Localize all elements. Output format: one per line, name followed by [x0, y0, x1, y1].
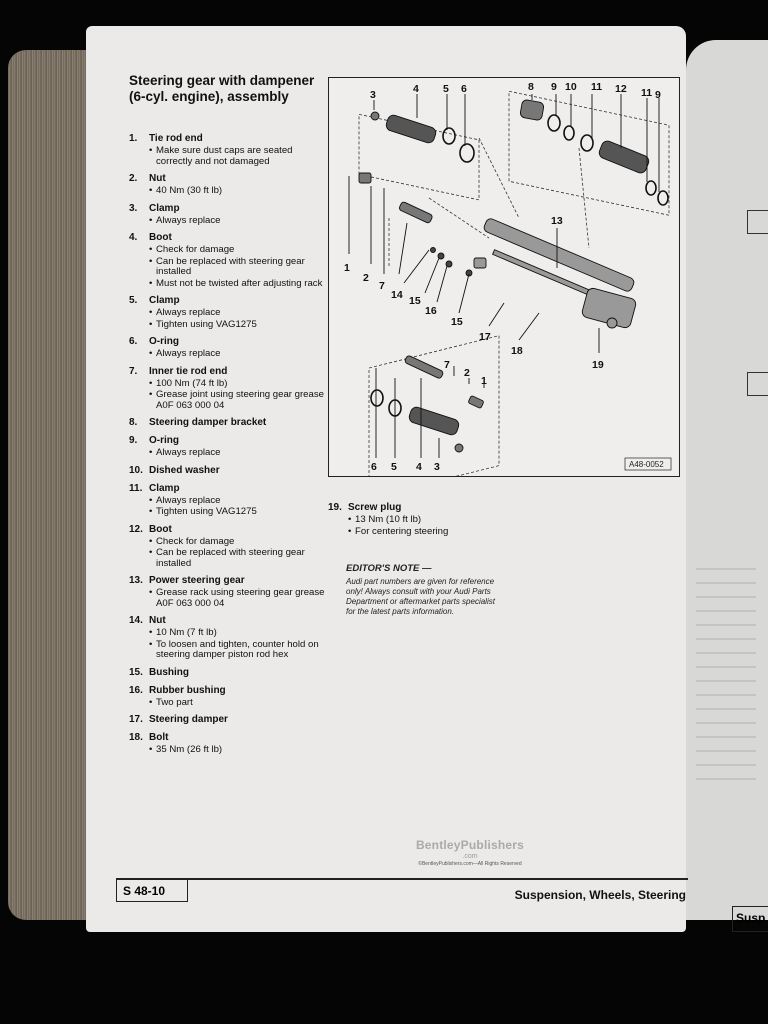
bullet-icon: •	[149, 506, 153, 517]
part-note-text: For centering steering	[355, 525, 449, 537]
bullet-icon: •	[149, 307, 153, 318]
next-page-tab	[747, 372, 768, 396]
part-note-text: 35 Nm (26 ft lb)	[156, 744, 223, 755]
callout-16: 16	[425, 305, 437, 317]
part-number: 2.	[129, 173, 138, 184]
part-name: Boot	[149, 232, 172, 243]
part-heading	[129, 173, 329, 185]
part-name: Tie rod end	[149, 133, 203, 144]
part-notes	[129, 698, 329, 709]
part-heading	[129, 667, 329, 679]
part-note	[149, 745, 329, 756]
part-note-text: Tighten using VAG1275	[156, 506, 257, 517]
bullet-icon: •	[348, 525, 352, 537]
part-note	[149, 349, 329, 360]
part-name: Boot	[149, 523, 172, 535]
part-note	[149, 216, 329, 227]
callout-5b: 5	[391, 461, 397, 473]
part-note-text: Can be replaced with steering gear installed	[156, 547, 305, 569]
part-name: O-ring	[149, 435, 179, 446]
part-note-text: Grease rack using steering gear grease A0F 063 000 04	[156, 587, 325, 609]
bullet-icon: •	[149, 638, 153, 650]
callout-11: 11	[591, 81, 603, 93]
part-notes	[129, 628, 329, 661]
part-note-text: Always replace	[156, 348, 221, 359]
callout-2: 2	[363, 272, 369, 284]
parts-list	[129, 133, 329, 762]
bullet-icon: •	[149, 494, 153, 506]
callout-8: 8	[528, 81, 534, 93]
part-name: O-ring	[149, 336, 179, 347]
callout-19: 19	[592, 359, 604, 371]
part-heading	[129, 232, 329, 244]
part-name: Clamp	[149, 202, 180, 214]
diagram-reference: A48-0052	[629, 460, 664, 469]
bullet-icon: •	[149, 535, 153, 547]
part-name: Nut	[149, 615, 166, 626]
callout-4b: 4	[416, 461, 422, 473]
part-heading	[129, 714, 329, 726]
part-note-text: Check for damage	[156, 244, 235, 255]
part-number: 19.	[328, 502, 342, 513]
part-name: Clamp	[149, 295, 180, 306]
part-number: 10.	[129, 464, 143, 476]
part-notes	[129, 588, 329, 609]
part-notes	[129, 146, 329, 167]
part-item	[129, 295, 329, 330]
publisher-watermark	[395, 838, 545, 867]
part-name: Inner tie rod end	[149, 365, 228, 377]
part-name: Steering damper bracket	[149, 417, 267, 428]
part-note-text: Always replace	[156, 494, 221, 506]
part-notes	[129, 245, 329, 289]
part-note	[149, 698, 329, 709]
bullet-icon: •	[149, 587, 153, 598]
bullet-icon: •	[149, 447, 153, 458]
callout-2b: 2	[464, 367, 470, 379]
callout-15b: 15	[451, 316, 463, 328]
boot-right	[597, 139, 650, 174]
page-title: Steering gear with dampener (6-cyl. engine), assembly	[129, 73, 315, 104]
part-heading	[129, 483, 329, 495]
part-item	[129, 366, 329, 412]
part-note	[149, 379, 329, 390]
part-note	[149, 390, 329, 411]
part-notes	[129, 537, 329, 570]
part-note	[149, 628, 329, 639]
watermark-main: BentleyPublishers	[415, 838, 525, 852]
part-number: 17.	[129, 714, 143, 725]
part-note	[149, 245, 329, 256]
part-note-text: 13 Nm (10 ft lb)	[355, 514, 422, 525]
part-notes	[129, 186, 329, 197]
part-notes	[129, 448, 329, 459]
part-name: Power steering gear	[149, 575, 245, 586]
part-name: Steering damper	[149, 714, 228, 725]
bullet-icon: •	[149, 318, 153, 330]
part-number: 18.	[129, 732, 143, 743]
callout-10: 10	[565, 81, 577, 93]
part-item	[129, 714, 329, 726]
page-number: S 48-10	[116, 880, 188, 902]
callout-12: 12	[615, 83, 627, 95]
part-heading	[129, 524, 329, 536]
callout-9b: 9	[655, 89, 661, 101]
bullet-icon: •	[149, 255, 153, 267]
part-number: 14.	[129, 615, 143, 626]
part-heading	[129, 295, 329, 307]
part-note	[348, 515, 528, 526]
watermark-copyright: ©BentleyPublishers.com—All Rights Reserved	[418, 861, 522, 867]
part-note-text: Make sure dust caps are seated correctly and not damaged	[156, 145, 293, 167]
part-number: 9.	[129, 435, 138, 446]
bullet-icon: •	[149, 696, 153, 708]
part-note	[149, 548, 329, 569]
callout-3: 3	[370, 89, 376, 101]
part-heading	[129, 336, 329, 348]
part-notes	[129, 308, 329, 330]
part-notes	[129, 349, 329, 360]
part-item	[129, 336, 329, 360]
next-page	[686, 40, 768, 925]
callout-18: 18	[511, 345, 523, 357]
part-number: 11.	[129, 482, 143, 494]
callout-14: 14	[391, 289, 403, 301]
section-name: Suspension, Wheels, Steering	[514, 888, 686, 902]
callout-5: 5	[443, 83, 449, 95]
boot-left-top	[385, 114, 437, 145]
part-item	[129, 483, 329, 518]
part-notes	[129, 216, 329, 227]
part-note	[149, 640, 329, 661]
editors-note	[346, 563, 496, 617]
boot-left-bottom	[408, 406, 460, 437]
callout-1: 1	[344, 262, 350, 274]
callout-1b: 1	[481, 375, 487, 387]
part-note-text: Must not be twisted after adjusting rack	[156, 277, 323, 289]
bullet-icon: •	[149, 244, 153, 255]
part-item	[129, 667, 329, 679]
part-item	[129, 435, 329, 459]
next-page-tab	[747, 210, 768, 234]
part-item	[129, 732, 329, 756]
bleed-through-text	[696, 560, 756, 780]
part-note-text: Two part	[156, 696, 193, 708]
bullet-icon: •	[149, 744, 153, 755]
part-item	[129, 465, 329, 477]
part-name: Screw plug	[348, 502, 402, 513]
part-name: Dished washer	[149, 464, 220, 476]
part-heading	[129, 575, 329, 587]
callout-7b: 7	[444, 359, 450, 371]
part-number: 13.	[129, 575, 143, 586]
part-note-text: 10 Nm (7 ft lb)	[156, 627, 217, 638]
part-note	[149, 257, 329, 278]
part-number: 12.	[129, 523, 143, 535]
part-note	[149, 448, 329, 459]
part-note	[149, 588, 329, 609]
callout-4: 4	[413, 83, 419, 95]
part-item	[129, 417, 329, 429]
bullet-icon: •	[149, 389, 153, 400]
part-number: 15.	[129, 666, 143, 678]
part-note	[149, 308, 329, 319]
bullet-icon: •	[149, 277, 153, 289]
bullet-icon: •	[149, 377, 153, 389]
bullet-icon: •	[149, 627, 153, 638]
callout-15: 15	[409, 295, 421, 307]
callout-9: 9	[551, 81, 557, 93]
part-note-text: Always replace	[156, 214, 221, 226]
part-number: 8.	[129, 417, 138, 428]
part-heading	[129, 133, 329, 145]
part-note-text: 100 Nm (74 ft lb)	[156, 377, 228, 389]
page-footer	[116, 878, 688, 910]
part-note	[149, 146, 329, 167]
bullet-icon: •	[348, 514, 352, 525]
part-heading	[129, 465, 329, 477]
part-notes	[129, 745, 329, 756]
part-heading	[328, 502, 528, 514]
part-number: 16.	[129, 684, 143, 696]
part-item	[129, 575, 329, 609]
part-name: Nut	[149, 173, 166, 184]
callout-6b: 6	[371, 461, 377, 473]
bullet-icon: •	[149, 185, 153, 196]
part-item	[129, 232, 329, 289]
watermark-sub: .com	[462, 853, 478, 860]
bullet-icon: •	[149, 145, 153, 156]
part-item	[328, 502, 528, 537]
part-number: 5.	[129, 295, 138, 306]
part-heading	[129, 685, 329, 697]
part-name: Clamp	[149, 482, 180, 494]
part-note-text: 40 Nm (30 ft lb)	[156, 185, 223, 196]
part-item	[129, 615, 329, 661]
footer-rule	[116, 878, 688, 880]
bullet-icon: •	[149, 547, 153, 558]
callout-7: 7	[379, 280, 385, 292]
part-item	[129, 203, 329, 227]
callout-3b: 3	[434, 461, 440, 473]
part-note-text: Can be replaced with steering gear installed	[156, 255, 305, 277]
part-heading	[129, 615, 329, 627]
part-heading	[129, 417, 329, 429]
part-note-text: Check for damage	[156, 535, 235, 547]
bullet-icon: •	[149, 214, 153, 226]
part-note-text: Always replace	[156, 307, 221, 318]
part-note-text: Tighten using VAG1275	[156, 318, 257, 330]
editors-note-title: EDITOR'S NOTE —	[346, 563, 432, 574]
part-number: 1.	[129, 133, 138, 144]
part-number: 4.	[129, 232, 138, 243]
part-number: 6.	[129, 336, 138, 347]
part-heading	[129, 732, 329, 744]
part-item	[129, 524, 329, 570]
part-note	[149, 320, 329, 331]
part-note	[348, 527, 528, 538]
part-number: 7.	[129, 365, 138, 377]
callout-13: 13	[551, 215, 563, 227]
callout-17: 17	[479, 331, 491, 343]
part-notes	[129, 379, 329, 412]
next-page-footer: Susp	[732, 906, 768, 932]
part-heading	[129, 435, 329, 447]
part-heading	[129, 203, 329, 215]
part-name: Rubber bushing	[149, 684, 226, 696]
part-note	[149, 279, 329, 290]
part-note-text: Grease joint using steering gear grease A0F 063 000 04	[156, 389, 324, 411]
part-note	[149, 496, 329, 507]
part-notes	[129, 496, 329, 518]
editors-note-body: Audi part numbers are given for reference only! Always consult with your Audi Parts Department or aftermarket parts specialist for the latest parts information.	[346, 577, 495, 616]
parts-list-continued	[328, 502, 528, 543]
part-note	[149, 537, 329, 548]
exploded-diagram	[328, 77, 680, 477]
part-item	[129, 685, 329, 709]
part-number: 3.	[129, 202, 138, 214]
part-item	[129, 173, 329, 197]
part-name: Bushing	[149, 666, 189, 678]
callout-6: 6	[461, 83, 467, 95]
part-note	[149, 507, 329, 518]
bullet-icon: •	[149, 348, 153, 359]
part-heading	[129, 366, 329, 378]
part-note	[149, 186, 329, 197]
callout-11b: 11	[641, 87, 653, 99]
part-name: Bolt	[149, 732, 169, 743]
part-notes	[328, 515, 528, 537]
part-note-text: To loosen and tighten, counter hold on steering damper piston rod hex	[156, 638, 319, 660]
part-note-text: Always replace	[156, 447, 221, 458]
part-item	[129, 133, 329, 167]
